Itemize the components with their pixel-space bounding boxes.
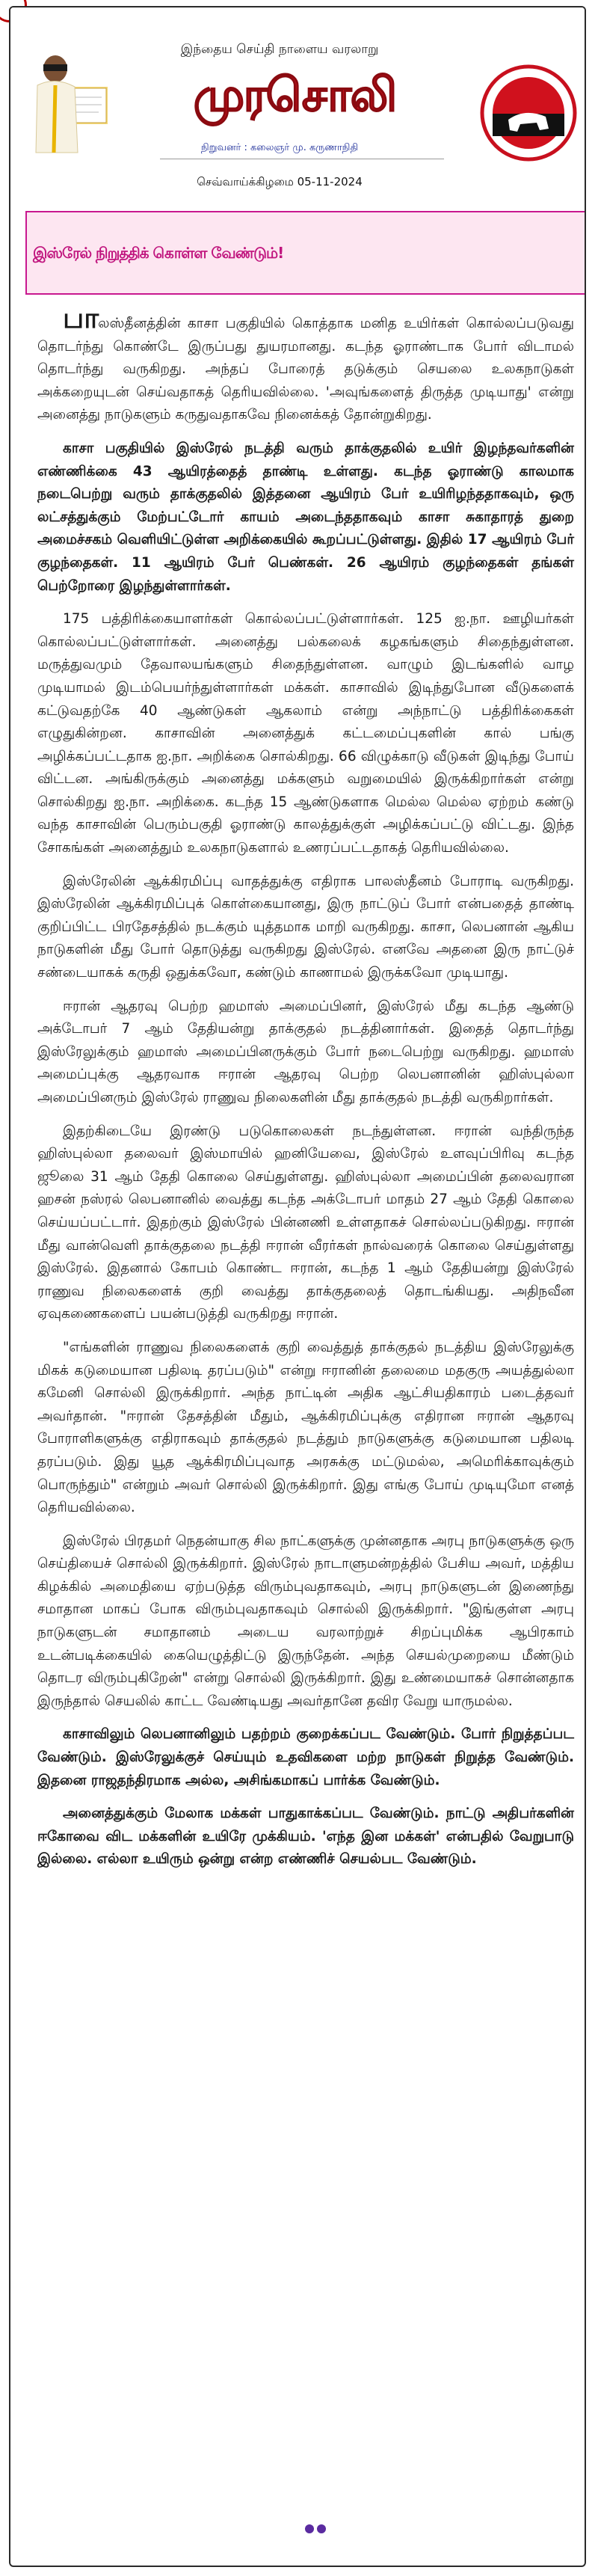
paragraph-text: 175 பத்திரிக்கையாளர்கள் கொல்லப்பட்டுள்ளார்கள். 125 ஐ.நா. ஊழியர்கள் கொல்லப்பட்டுள்ளார்கள். அனைத்து பல்கலைக் கழகங்களும் சிதைந்துள்ளன. மருத்துவமும் தேவாலயங்களும் சிதைந்துள்ளன. வாழும் இடங்களில் வாழ முடியாமல் இடம்பெயர்ந்துள்ளார்கள் மக்கள். காசாவில் இடிந்துபோன வீடுகளைக் கட்டுவதற்கே 40 ஆண்டுகள் ஆகலாம் என்று அந்நாட்டு பத்திரிக்கைகள் எழுதுகின்றன. காசாவின் அனைத்துக் கட்டமைப்புகளின் கால் பங்கு அழிக்கப்பட்டதாக ஐ.நா. அறிக்கை சொல்கிறது. 66 விழுக்காடு வீடுகள் இடிந்து போய் விட்டன. அங்கிருக்கும் அனைத்து மக்களும் வறுமையில் இருக்கிறார்கள் என்று சொல்கிறது ஐ.நா. அறிக்கை. கடந்த 15 ஆண்டுகளாக மெல்ல மெல்ல ஏற்றம் கண்டு வந்த காசாவின் பெரும்பகுதி ஓராண்டு காலத்துக்குள் அழிக்கப்பட்டு விட்டது. இந்த சோகங்கள் அனைத்தும் உலகநாடுகளால் உணரப்பட்டதாகத் தெரியவில்லை. — [37, 611, 574, 856]
article-paragraph — [37, 1120, 574, 1326]
founder-portrait-icon — [33, 42, 115, 154]
masthead-tagline: இந்தைய செய்தி நாளைய வரலாறு — [180, 42, 379, 57]
newspaper-title: முரசொலி — [193, 67, 396, 122]
article-paragraph — [37, 871, 574, 985]
paragraph-text: காசா பகுதியில் இஸ்ரேல் நடத்தி வரும் தாக்குதலில் உயிர் இழந்தவர்களின் எண்ணிக்கை 43 ஆயிரத்தைத் தாண்டி உள்ளது. கடந்த ஓராண்டு காலமாக நடைபெற்று வரும் தாக்குதலில் இத்தனை ஆயிரம் பேர் உயிரிழந்ததாகவும், ஒரு லட்சத்துக்கும் மேற்பட்டோர் காயம் அடைந்ததாகவும் காசா சுகாதாரத் துறை அமைச்சகம் வெளியிட்டுள்ள அறிக்கையில் கூறப்பட்டுள்ளது. இதில் 17 ஆயிரம் பேர் குழந்தைகள். 11 ஆயிரம் பேர் பெண்கள். 26 ஆயிரம் குழந்தைகள் தங்கள் பெற்றோரை இழந்துள்ளார்கள். — [37, 440, 574, 594]
end-dot — [317, 2524, 326, 2533]
article-paragraph — [37, 301, 574, 427]
editorial-page — [9, 6, 586, 2567]
paragraph-text: காசாவிலும் லெபனானிலும் பதற்றம் குறைக்கப்பட வேண்டும். போர் நிறுத்தப்பட வேண்டும். இஸ்ரேலுக்குச் செய்யும் உதவிகளை மற்ற நாடுகள் நிறுத்த வேண்டும். இதனை ராஜதந்திரமாக அல்ல, அசிங்கமாகப் பார்க்க வேண்டும். — [37, 1726, 574, 1788]
article-paragraph — [37, 996, 574, 1110]
article-paragraph — [37, 438, 574, 598]
editorial-headline-box — [25, 211, 586, 295]
article-paragraph — [37, 1337, 574, 1520]
paragraph-text: அனைத்துக்கும் மேலாக மக்கள் பாதுகாக்கப்பட வேண்டும். நாட்டு அதிபர்களின் ஈகோவை விட மக்களின் உயிரே முக்கியம். 'எந்த இன மக்கள்' என்பதில் வேறுபாடு இல்லை. எல்லா உயிரும் ஒன்று என்ற எண்ணிச் செயல்பட வேண்டும். — [37, 1806, 574, 1868]
issue-date: செவ்வாய்க்கிழமை 05-11-2024 — [197, 175, 363, 188]
editorial-headline: இஸ்ரேல் நிறுத்திக் கொள்ள வேண்டும்! — [33, 244, 284, 262]
article-paragraph — [37, 608, 574, 860]
end-dots-icon — [303, 2522, 327, 2536]
end-dot — [305, 2524, 314, 2533]
drop-cap: பா — [63, 301, 99, 334]
article-paragraph — [37, 1803, 574, 1871]
article-paragraph — [37, 1530, 574, 1714]
dmk-emblem-icon — [480, 64, 577, 162]
article-body — [37, 301, 574, 1882]
paragraph-text: இஸ்ரேல் பிரதமர் நெதன்யாகு சில நாட்களுக்கு முன்னதாக அரபு நாடுகளுக்கு ஒரு செய்தியைச் சொல்லி இருக்கிறார். இஸ்ரேல் நாடாளுமன்றத்தில் பேசிய அவர், மத்திய கிழக்கில் அமைதியை ஏற்படுத்த விரும்புவதாகவும், அரபு நாடுகளுடன் இணைந்து சமாதான மாகப் போக விரும்புவதாகவும் சொல்லி இருக்கிறார். "இங்குள்ள அரபு நாடுகளுடன் சமாதானம் அடைய வரலாற்றுச் சிறப்புமிக்க ஆபிரகாம் உடன்படிக்கையில் கையெழுத்திட்டு இருந்தேன். அந்த செயல்முறையை மீண்டும் தொடர விரும்புகிறேன்" என்று சொல்லி இருக்கிறார். இது உண்மையாகச் சொன்னதாக இருந்தால் செயலில் காட்ட வேண்டியது அவர்தானே தவிர வேறு யாருமல்ல. — [37, 1533, 574, 1709]
paragraph-text: ஈரான் ஆதரவு பெற்ற ஹமாஸ் அமைப்பினர், இஸ்ரேல் மீது கடந்த ஆண்டு அக்டோபர் 7 ஆம் தேதியன்று தாக்குதல் நடத்தினார்கள். இதைத் தொடர்ந்து இஸ்ரேலுக்கும் ஹமாஸ் அமைப்பினருக்கும் போர் நடைபெற்று வருகிறது. ஹமாஸ் அமைப்புக்கு ஆதரவாக ஈரான் ஆதரவு பெற்ற லெபனானின் ஹிஸ்புல்லா அமைப்பினரும் இஸ்ரேல் ராணுவ நிலைகளின் மீது தாக்குதல் நடத்தி வருகிறார்கள். — [37, 998, 574, 1105]
paragraph-text: "எங்களின் ராணுவ நிலைகளைக் குறி வைத்துத் தாக்குதல் நடத்திய இஸ்ரேலுக்கு மிகக் கடுமையான பதிலடி தரப்படும்" என்று ஈரானின் தலைமை மதகுரு அயத்துல்லா கமேனி சொல்லி இருக்கிறார். அந்த நாட்டின் அதிக ஆட்சியதிகாரம் படைத்தவர் அவர்தான். "ஈரான் தேசத்தின் மீதும், ஆக்கிரமிப்புக்கு எதிரான ஈரான் ஆதரவு போராளிகளுக்கு எதிராகவும் தாக்குதல் நடத்தும் நாடுகளுக்கு கடுமையான பதிலடி தரப்படும். இது யூத ஆக்கிரமிப்புவாத அரசுக்கு மட்டுமல்ல, அமெரிக்காவுக்கும் பொருந்தும்" என்றும் அவர் சொல்லி இருக்கிறார். இது எங்கு போய் முடியுமோ எனத் தெரியவில்லை. — [37, 1339, 574, 1516]
paragraph-text: இதற்கிடையே இரண்டு படுகொலைகள் நடந்துள்ளன. ஈரான் வந்திருந்த ஹிஸ்புல்லா தலைவர் இஸ்மாயில் ஹனியேவை, இஸ்ரேல் உளவுப்பிரிவு கடந்த ஜூலை 31 ஆம் தேதி கொலை செய்துள்ளது. ஹிஸ்புல்லா அமைப்பின் தலைவரான ஹசன் நஸ்ரல் லெபனானில் வைத்து கடந்த அக்டோபர் மாதம் 27 ஆம் தேதி கொலை செய்யப்பட்டார். இதற்கும் இஸ்ரேல் பின்னணி உள்ளதாகச் சொல்லப்படுகிறது. ஈரான் மீது வான்வெளி தாக்குதலை நடத்தி ஈரான் வீரர்கள் நால்வரைக் கொலை செய்துள்ளது இஸ்ரேல். இதனால் கோபம் கொண்ட ஈரான், கடந்த 1 ஆம் தேதியன்று இஸ்ரேல் ராணுவ நிலைகளைக் குறி வைத்து தாக்குதலைத் தொடங்கியது. அதிநவீன ஏவுகணைகளைப் பயன்படுத்தி வருகிறது ஈரான். — [37, 1123, 574, 1322]
paragraph-text: லஸ்தீனத்தின் காசா பகுதியில் கொத்தாக மனித உயிர்கள் கொல்லப்படுவது தொடர்ந்து கொண்டே இருப்பது துயரமானது. கடந்த ஓராண்டாக போர் விடாமல் தொடர்ந்து வருகிறது. அந்தப் போரைத் தடுக்கும் செயலை உலகநாடுகள் அக்கறையுடன் செய்வதாகத் தெரியவில்லை. 'அவுங்களைத் திருத்த முடியாது' என்று அனைத்து நாடுகளும் கருதுவதாகவே நினைக்கத் தோன்றுகிறது. — [37, 316, 574, 423]
founder-line: நிறுவனர் : கலைஞர் மு. கருணாநிதி — [200, 142, 359, 153]
paragraph-text: இஸ்ரேலின் ஆக்கிரமிப்பு வாதத்துக்கு எதிராக பாலஸ்தீனம் போராடி வருகிறது. இஸ்ரேலின் ஆக்கிரமிப்புக் கொள்கையானது, இரு நாட்டுப் போர் என்பதைத் தாண்டி குறிப்பிட்ட பிரதேசத்தில் நடக்கும் யுத்தமாக மாறி வருகிறது. காசா, லெபனான் ஆகிய நாடுகளின் மீது போர் தொடுத்து வருகிறது இஸ்ரேல். எனவே அதனை இரு நாட்டுச் சண்டையாகக் கருதி ஒதுக்கவோ, கண்டும் காணாமல் இருக்கவோ முடியாது. — [37, 873, 574, 981]
article-paragraph — [37, 1723, 574, 1792]
masthead — [10, 7, 585, 202]
